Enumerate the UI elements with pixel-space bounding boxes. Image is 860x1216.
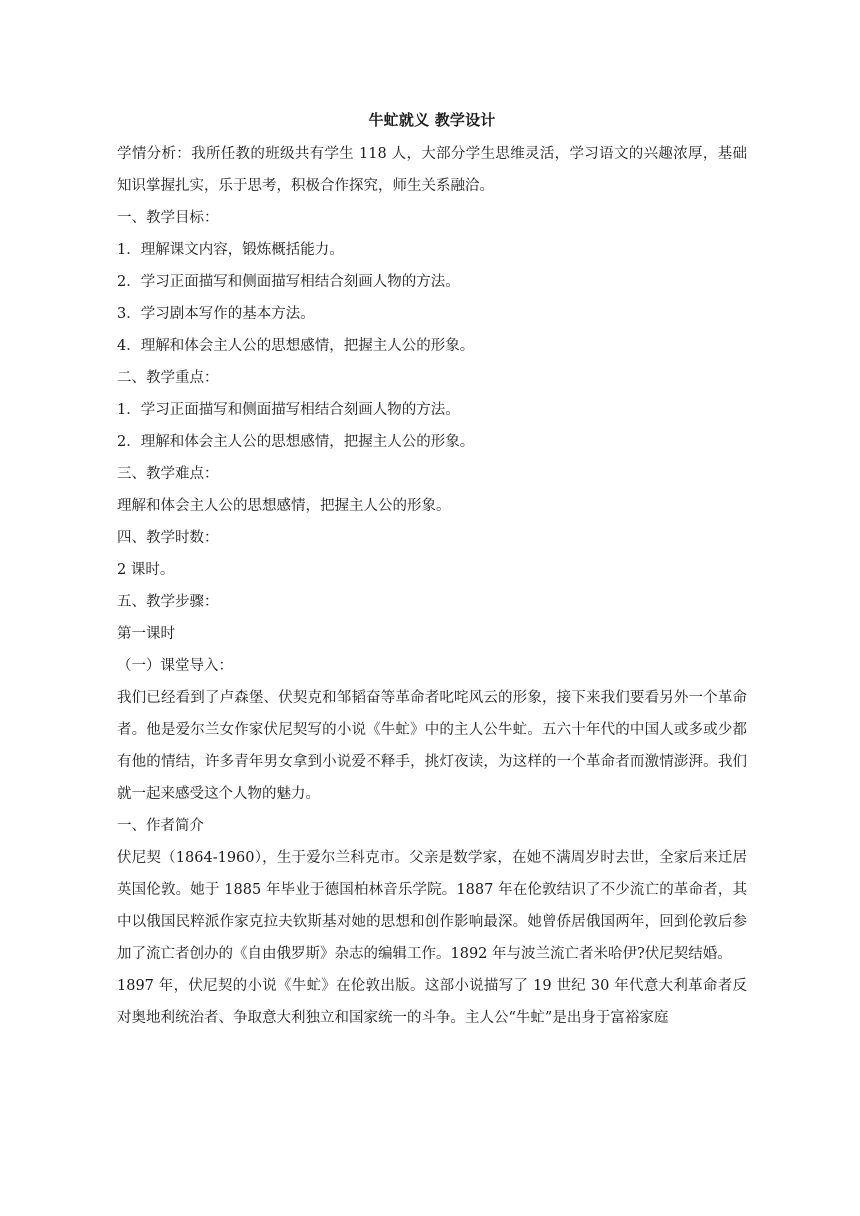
document-body xyxy=(117,110,747,1034)
document-title: 牛虻就义 教学设计 xyxy=(368,111,496,129)
hours-text: 2 课时。 xyxy=(117,562,175,578)
author-intro-heading: 一、作者简介 xyxy=(117,818,204,834)
goal-item-2: 2．学习正面描写和侧面描写相结合刻画人物的方法。 xyxy=(117,274,460,290)
heading-teaching-hours: 四、教学时数： xyxy=(117,530,219,546)
classroom-intro-heading: （一）课堂导入： xyxy=(117,658,233,674)
classroom-intro-text: 我们已经看到了卢森堡、伏契克和邹韬奋等革命者叱咤风云的形象，接下来我们要看另外一个革命者。他是爱尔兰女作家伏尼契写的小说《牛虻》中的主人公牛虻。五六十年代的中国人或多或少都有他的情结，许多青年男女拿到小说爱不释手，挑灯夜读，为这样的一个革命者而激情澎湃。我们就一起来感受这个人物的魅力。 xyxy=(117,690,747,802)
heading-teaching-focus: 二、教学重点： xyxy=(117,370,219,386)
focus-item-2: 2．理解和体会主人公的思想感情，把握主人公的形象。 xyxy=(117,434,475,450)
paragraph-student-analysis: 学情分析：我所任教的班级共有学生 118 人，大部分学生思维灵活，学习语文的兴趣浓厚，基础知识掌握扎实，乐于思考，积极合作探究，师生关系融洽。 xyxy=(117,146,747,194)
author-bio-paragraph: 伏尼契（1864-1960），生于爱尔兰科克市。父亲是数学家，在她不满周岁时去世，全家后来迁居英国伦敦。她于 1885 年毕业于德国柏林音乐学院。1887 年在伦敦结识了不少流亡的革命者，其中以俄国民粹派作家克拉夫钦斯基对她的思想和创作影响最深。她曾侨居俄国两年，回到伦敦后参加了流亡者创办的《自由俄罗斯》杂志的编辑工作。1892 年与波兰流亡者米哈伊?伏尼契结婚。 xyxy=(117,850,747,962)
heading-teaching-difficulty: 三、教学难点： xyxy=(117,466,219,482)
goal-item-3: 3．学习剧本写作的基本方法。 xyxy=(117,306,315,322)
lesson-one-heading: 第一课时 xyxy=(117,626,175,642)
goal-item-1: 1．理解课文内容，锻炼概括能力。 xyxy=(117,242,344,258)
difficulty-text: 理解和体会主人公的思想感情，把握主人公的形象。 xyxy=(117,498,451,514)
heading-teaching-goals: 一、教学目标： xyxy=(117,210,219,226)
novel-intro-paragraph: 1897 年，伏尼契的小说《牛虻》在伦敦出版。这部小说描写了 19 世纪 30 年代意大利革命者反对奥地利统治者、争取意大利独立和国家统一的斗争。主人公“牛虻”是出身于富裕家庭 xyxy=(117,978,747,1026)
focus-item-1: 1．学习正面描写和侧面描写相结合刻画人物的方法。 xyxy=(117,402,460,418)
goal-item-4: 4．理解和体会主人公的思想感情，把握主人公的形象。 xyxy=(117,338,475,354)
heading-teaching-steps: 五、教学步骤： xyxy=(117,594,219,610)
